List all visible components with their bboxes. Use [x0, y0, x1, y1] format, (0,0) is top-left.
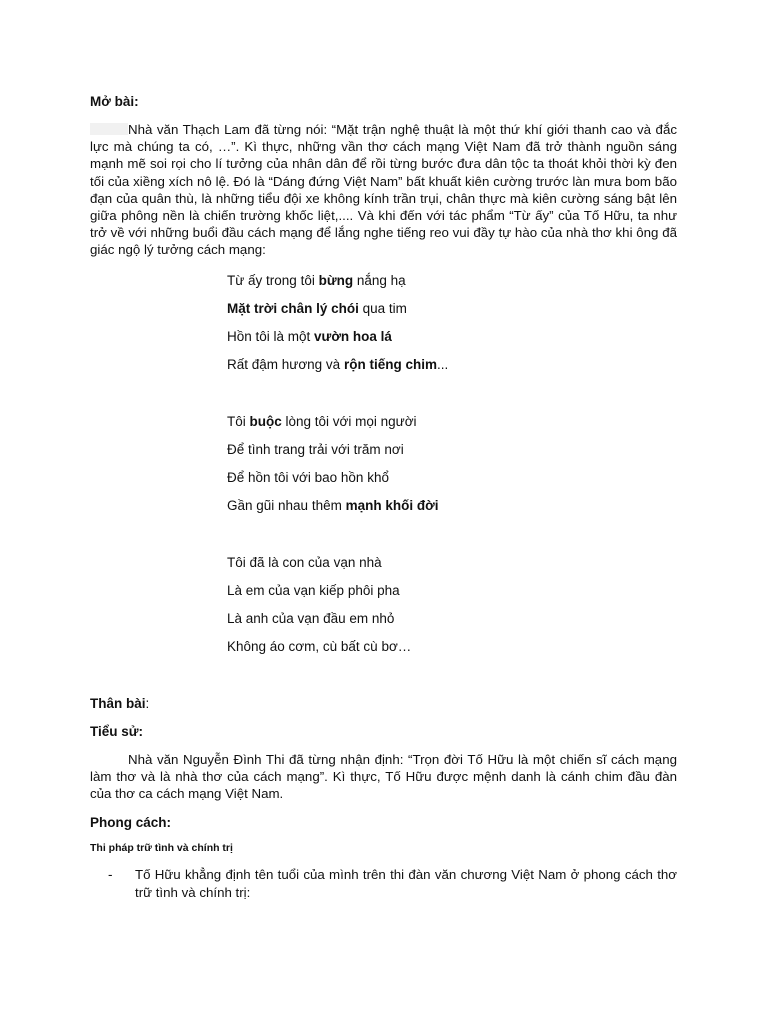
poem-text: ...	[436, 357, 449, 372]
poem-emphasis: rộn tiếng chim	[343, 357, 437, 372]
poem-text: Tôi	[227, 414, 250, 429]
poem-text: Rất đậm hương và	[227, 357, 344, 372]
poem-text: Hồn tôi là một	[227, 329, 315, 344]
poem-emphasis: mạnh khối đời	[345, 498, 439, 513]
intro-paragraph-text: Nhà văn Thạch Lam đã từng nói: “Mặt trận nghệ thuật là một thứ khí giới thanh cao và đắc lực mà chúng ta có, …”. Kì thực, những vần thơ cách mạng Việt Nam đã trở thành nguồn sáng mạnh mẽ soi rọi cho lí tưởng của nhân dân để rồi từng bước đưa dân tộc ta thoát khỏi thời kỳ đen tối của xiềng xích nô lệ. Đó là “Dáng đứng Việt Nam” bất khuất kiên cường trước làn mưa bom bão đạn của quân thù, là những tiểu đội xe không kính trần trụi, chân thực mà kiên cường sáng bật lên giữa phông nền là chiến trường khốc liệt,.... Và khi đến với tác phẩm “Từ ấy” của Tố Hữu, ta như trở về với những buổi đầu cách mạng để lắng nghe tiếng reo vui đầy tự hào của nhà thơ khi ông đã giác ngộ lý tưởng cách mạng:	[90, 122, 677, 258]
poem-text: Tôi đã là con của vạn nhà	[227, 555, 382, 570]
poem-emphasis: Mặt trời chân lý chói	[227, 301, 359, 316]
poem-line	[227, 300, 407, 317]
poem-line	[227, 638, 411, 655]
style-subheading: Thi pháp trữ tình và chính trị	[90, 842, 233, 854]
poem-text: Gần gũi nhau thêm	[227, 498, 346, 513]
poem-text: Để tình trang trải với trăm nơi	[227, 442, 404, 457]
body-heading-colon: :	[145, 696, 150, 711]
poem-text: Để hồn tôi với bao hồn khổ	[227, 470, 389, 485]
style-heading: Phong cách:	[90, 815, 172, 830]
poem-line	[227, 469, 389, 486]
body-heading-text: Thân bài	[90, 696, 146, 711]
poem-emphasis: buộc	[249, 414, 282, 429]
poem-line	[227, 356, 448, 373]
intro-paragraph	[90, 121, 677, 259]
poem-line	[227, 610, 394, 627]
poem-line	[227, 272, 406, 289]
poem-line	[227, 441, 404, 458]
bio-paragraph: Nhà văn Nguyễn Đình Thi đã từng nhận định: “Trọn đời Tố Hữu là một chiến sĩ cách mạng làm thơ và là nhà thơ của cách mạng”. Kì thực, Tố Hữu được mệnh danh là cánh chim đầu đàn của thơ ca cách mạng Việt Nam.	[90, 752, 677, 802]
bullet-dash: -	[108, 867, 113, 882]
poem-emphasis: bừng	[318, 273, 354, 288]
poem-text: Từ ấy trong tôi	[227, 273, 319, 288]
poem-line	[227, 413, 417, 430]
poem-emphasis: vườn hoa lá	[314, 329, 392, 344]
poem-text: Là em của vạn kiếp phôi pha	[227, 583, 400, 598]
poem-line	[227, 328, 392, 345]
poem-line	[227, 554, 382, 571]
poem-line	[227, 582, 400, 599]
body-heading	[90, 696, 149, 712]
poem-text: qua tim	[358, 301, 407, 316]
poem-text: lòng tôi với mọi người	[281, 414, 417, 429]
poem-line	[227, 497, 438, 514]
indent-marker	[90, 123, 128, 135]
intro-heading: Mở bài:	[90, 94, 139, 109]
poem-text: nắng hạ	[353, 273, 406, 288]
poem-text: Không áo cơm, cù bất cù bơ…	[227, 639, 412, 654]
poem-text: Là anh của vạn đầu em nhỏ	[227, 611, 395, 626]
bullet-text: Tố Hữu khẳng định tên tuổi của mình trên thi đàn văn chương Việt Nam ở phong cách thơ trữ tình và chính trị:	[135, 867, 677, 900]
bio-heading: Tiểu sử:	[90, 724, 144, 739]
